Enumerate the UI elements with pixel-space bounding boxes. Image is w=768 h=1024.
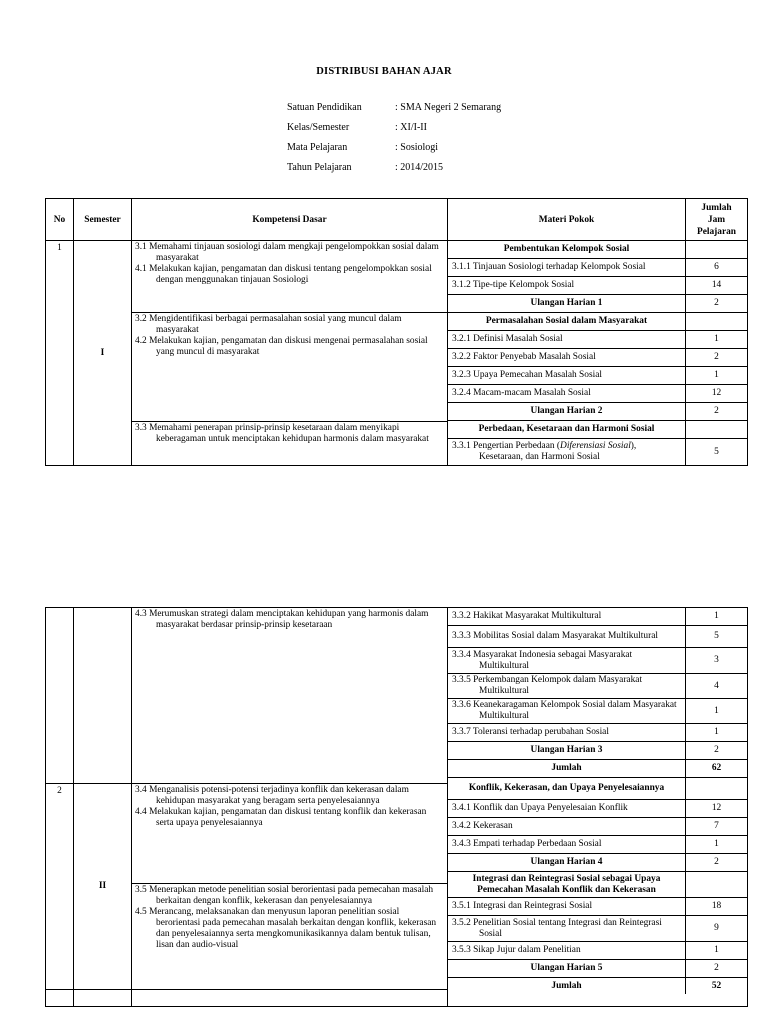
materi-heading-cell	[448, 295, 686, 313]
materi-item: 3.5.1 Integrasi dan Reintegrasi Sosial	[452, 901, 593, 911]
materi-item: 3.3.5 Perkembangan Kelompok dalam Masyarakat Multikultural	[452, 675, 643, 696]
materi-heading: Jumlah	[551, 763, 582, 773]
info-label: Kelas/Semester	[287, 122, 350, 133]
materi-heading: Ulangan Harian 2	[530, 406, 603, 416]
jam-pelajaran-cell: 12	[686, 385, 747, 403]
distribution-table-part-1	[45, 198, 748, 466]
materi-heading-cell	[448, 313, 686, 331]
kd-item: 3.3 Memahami penerapan prinsip-prinsip kesetaraan dalam menyikapi keberagaman untuk menciptakan kehidupan harmonis dalam masyarakat	[135, 423, 429, 444]
jam-pelajaran-cell: 18	[686, 898, 747, 916]
materi-heading-cell	[448, 241, 686, 259]
row-number: 1	[46, 241, 74, 465]
header-no: No	[46, 199, 74, 241]
materi-item: 3.3.2 Hakikat Masyarakat Multikultural	[452, 611, 602, 621]
distribution-table-part-2	[45, 607, 748, 1007]
jam-pelajaran-cell: 6	[686, 259, 747, 277]
header-jumlah-line: Jam	[707, 214, 726, 225]
jam-pelajaran-cell: 2	[686, 349, 747, 367]
materi-heading: Jumlah	[551, 980, 582, 991]
jam-pelajaran-cell: 1	[686, 367, 747, 385]
info-label: Mata Pelajaran	[287, 142, 348, 153]
materi-item: 3.3.1 Pengertian Perbedaan (Diferensiasi Sosial), Kesetaraan, dan Harmoni Sosial	[452, 441, 637, 462]
materi-item: 3.4.1 Konflik dan Upaya Penyelesaian Konflik	[452, 803, 628, 813]
materi-item: 3.5.2 Penelitian Sosial tentang Integrasi dan Reintegrasi Sosial	[452, 917, 662, 939]
jam-pelajaran-cell: 2	[686, 854, 747, 872]
document-title: DISTRIBUSI BAHAN AJAR	[316, 66, 452, 77]
materi-item: 3.2.2 Faktor Penyebab Masalah Sosial	[452, 352, 596, 362]
kd-item: 3.4 Menganalisis potensi-potensi terjadinya konflik dan kekerasan dalam kehidupan masyarakat yang beragam serta penyelesaiannya	[135, 785, 409, 806]
materi-item: 3.4.3 Empati terhadap Perbedaan Sosial	[452, 839, 602, 849]
header-jumlah-line: Jumlah	[701, 202, 732, 213]
materi-heading-cell	[448, 978, 686, 994]
header-jumlah-line: Pelajaran	[696, 226, 737, 237]
materi-item-cell	[448, 836, 686, 854]
kompetensi-dasar-cell	[132, 422, 448, 465]
jam-pelajaran-cell: 2	[686, 742, 747, 760]
kd-item: 3.5 Menerapkan metode penelitian sosial berorientasi pada pemecahan masalah berkaitan dengan konflik, kekerasan dan penyelesaiannya	[135, 885, 434, 906]
kd-item: 4.4 Melakukan kajian, pengamatan dan diskusi tentang konflik dan kekerasan serta upaya penyelesaiannya	[135, 807, 427, 828]
jam-pelajaran-cell	[686, 241, 747, 259]
materi-heading: Ulangan Harian 4	[530, 857, 603, 867]
semester-label	[74, 608, 132, 784]
jam-pelajaran-cell: 5	[714, 446, 719, 457]
jam-pelajaran-cell: 7	[686, 818, 747, 836]
jam-pelajaran-cell: 9	[686, 916, 747, 942]
info-value: : XI/I-II	[395, 122, 427, 133]
jam-pelajaran-cell: 62	[686, 760, 747, 778]
semester-label: II	[74, 784, 132, 990]
materi-item: 3.1.1 Tinjauan Sosiologi terhadap Kelompok Sosial	[452, 262, 646, 272]
jam-pelajaran-cell: 52	[711, 980, 722, 991]
jam-pelajaran-cell: 3	[686, 648, 747, 674]
materi-item-cell	[448, 648, 686, 674]
materi-item-cell	[448, 724, 686, 742]
materi-item: 3.3.6 Keanekaragaman Kelompok Sosial dalam Masyarakat Multikultural	[452, 700, 677, 721]
kd-item: 3.1 Memahami tinjauan sosiologi dalam mengkaji pengelompokkan sosial dalam masyarakat	[135, 242, 439, 263]
materi-heading: Permasalahan Sosial dalam Masyarakat	[485, 316, 648, 326]
kd-item: 4.2 Melakukan kajian, pengamatan dan diskusi mengenai permasalahan sosial yang muncul di masyarakat	[135, 336, 428, 357]
semester-label: I	[74, 241, 132, 465]
jam-pelajaran-cell: 4	[686, 674, 747, 699]
header-semester: Semester	[74, 199, 132, 241]
materi-heading: Integrasi dan Reintegrasi Sosial sebagai Upaya Pemecahan Masalah Konflik dan Kekerasan	[472, 873, 661, 895]
materi-item-cell	[448, 800, 686, 818]
materi-item-cell	[448, 916, 686, 942]
jam-pelajaran-cell	[686, 778, 747, 800]
jam-pelajaran-cell: 1	[686, 942, 747, 960]
materi-heading-cell	[448, 854, 686, 872]
materi-heading-cell	[448, 760, 686, 778]
materi-item: 3.1.2 Tipe-tipe Kelompok Sosial	[452, 280, 575, 290]
header-kompetensi-dasar: Kompetensi Dasar	[132, 199, 448, 241]
jam-pelajaran-cell: 1	[686, 699, 747, 724]
materi-heading: Ulangan Harian 3	[530, 745, 603, 755]
materi-item: 3.3.7 Toleransi terhadap perubahan Sosial	[452, 727, 609, 737]
materi-item: 3.3.3 Mobilitas Sosial dalam Masyarakat Multikultural	[452, 631, 658, 641]
kompetensi-dasar-cell	[132, 241, 448, 313]
jam-pelajaran-cell: 2	[686, 960, 747, 978]
info-label: Satuan Pendidikan	[287, 102, 362, 113]
jam-pelajaran-cell	[686, 421, 747, 439]
materi-heading-cell	[448, 742, 686, 760]
materi-item: 3.3.4 Masyarakat Indonesia sebagai Masyarakat Multikultural	[452, 649, 633, 671]
materi-item-cell	[448, 674, 686, 699]
row-number	[46, 608, 74, 784]
materi-item-cell	[448, 259, 686, 277]
row-number: 2	[46, 784, 74, 990]
materi-item: 3.4.2 Kekerasan	[452, 821, 513, 831]
kompetensi-dasar-cell	[132, 608, 448, 784]
kompetensi-dasar-cell	[132, 313, 448, 422]
materi-heading-cell	[448, 872, 686, 898]
materi-item: 3.2.4 Macam-macam Masalah Sosial	[452, 388, 591, 398]
materi-item-cell	[448, 367, 686, 385]
materi-item-cell	[448, 277, 686, 295]
materi-heading: Perbedaan, Kesetaraan dan Harmoni Sosial	[478, 424, 655, 434]
jam-pelajaran-cell: 1	[686, 331, 747, 349]
materi-item-cell	[448, 818, 686, 836]
jam-pelajaran-cell: 1	[686, 724, 747, 742]
materi-heading: Pembentukan Kelompok Sosial	[503, 244, 630, 254]
header-jumlah-jam	[686, 199, 747, 241]
kompetensi-dasar-cell	[132, 784, 448, 884]
materi-item-cell	[448, 331, 686, 349]
kompetensi-dasar-cell	[132, 990, 448, 1006]
materi-item-cell	[448, 439, 686, 465]
materi-item-cell	[448, 898, 686, 916]
materi-heading-cell	[448, 421, 686, 439]
materi-heading: Ulangan Harian 5	[530, 963, 603, 973]
info-value: : SMA Negeri 2 Semarang	[395, 102, 502, 113]
jam-pelajaran-cell: 12	[686, 800, 747, 818]
semester-label	[74, 990, 132, 1006]
materi-item: 3.5.3 Sikap Jujur dalam Penelitian	[452, 945, 581, 955]
info-value: : Sosiologi	[395, 142, 439, 153]
materi-heading: Ulangan Harian 1	[530, 298, 603, 308]
jam-pelajaran-cell: 1	[686, 608, 747, 626]
jam-pelajaran-cell: 2	[686, 295, 747, 313]
jam-pelajaran-cell: 5	[686, 626, 747, 648]
header-materi-pokok: Materi Pokok	[448, 199, 686, 241]
materi-item-cell	[448, 385, 686, 403]
materi-heading: Konflik, Kekerasan, dan Upaya Penyelesaiannya	[468, 783, 665, 793]
kompetensi-dasar-cell	[132, 884, 448, 990]
jam-pelajaran-cell	[686, 313, 747, 331]
materi-item: 3.2.3 Upaya Pemecahan Masalah Sosial	[452, 370, 602, 380]
materi-item-cell	[448, 699, 686, 724]
info-label: Tahun Pelajaran	[287, 162, 352, 173]
materi-item: 3.2.1 Definisi Masalah Sosial	[452, 334, 563, 344]
materi-item-cell	[448, 349, 686, 367]
jam-pelajaran-cell: 2	[686, 403, 747, 421]
materi-heading-cell	[448, 960, 686, 978]
materi-heading-cell	[448, 778, 686, 800]
kd-item: 4.1 Melakukan kajian, pengamatan dan diskusi tentang pengelompokkan sosial dengan menggunakan tinjauan Sosiologi	[135, 264, 432, 285]
jam-pelajaran-cell: 14	[686, 277, 747, 295]
row-number	[46, 990, 74, 1006]
materi-item-cell	[448, 626, 686, 648]
kd-item: 4.3 Merumuskan strategi dalam menciptakan kehidupan yang harmonis dalam masyarakat berdasar prinsip-prinsip kesetaraan	[135, 609, 429, 630]
materi-item-cell	[448, 608, 686, 626]
materi-heading-cell	[448, 403, 686, 421]
kd-item: 3.2 Mengidentifikasi berbagai permasalahan sosial yang muncul dalam masyarakat	[135, 314, 402, 335]
jam-pelajaran-cell	[686, 872, 747, 898]
jam-pelajaran-cell: 1	[686, 836, 747, 854]
info-value: : 2014/2015	[395, 162, 444, 173]
kd-item: 4.5 Merancang, melaksanakan dan menyusun laporan penelitian sosial berorientasi pada pemecahan masalah berkaitan dengan konflik, kekerasan dan penyelesaiannya serta mengkomunikasikannya dalam bentuk tulisan, lisan dan audio-visual	[135, 907, 437, 950]
materi-item-cell	[448, 942, 686, 960]
